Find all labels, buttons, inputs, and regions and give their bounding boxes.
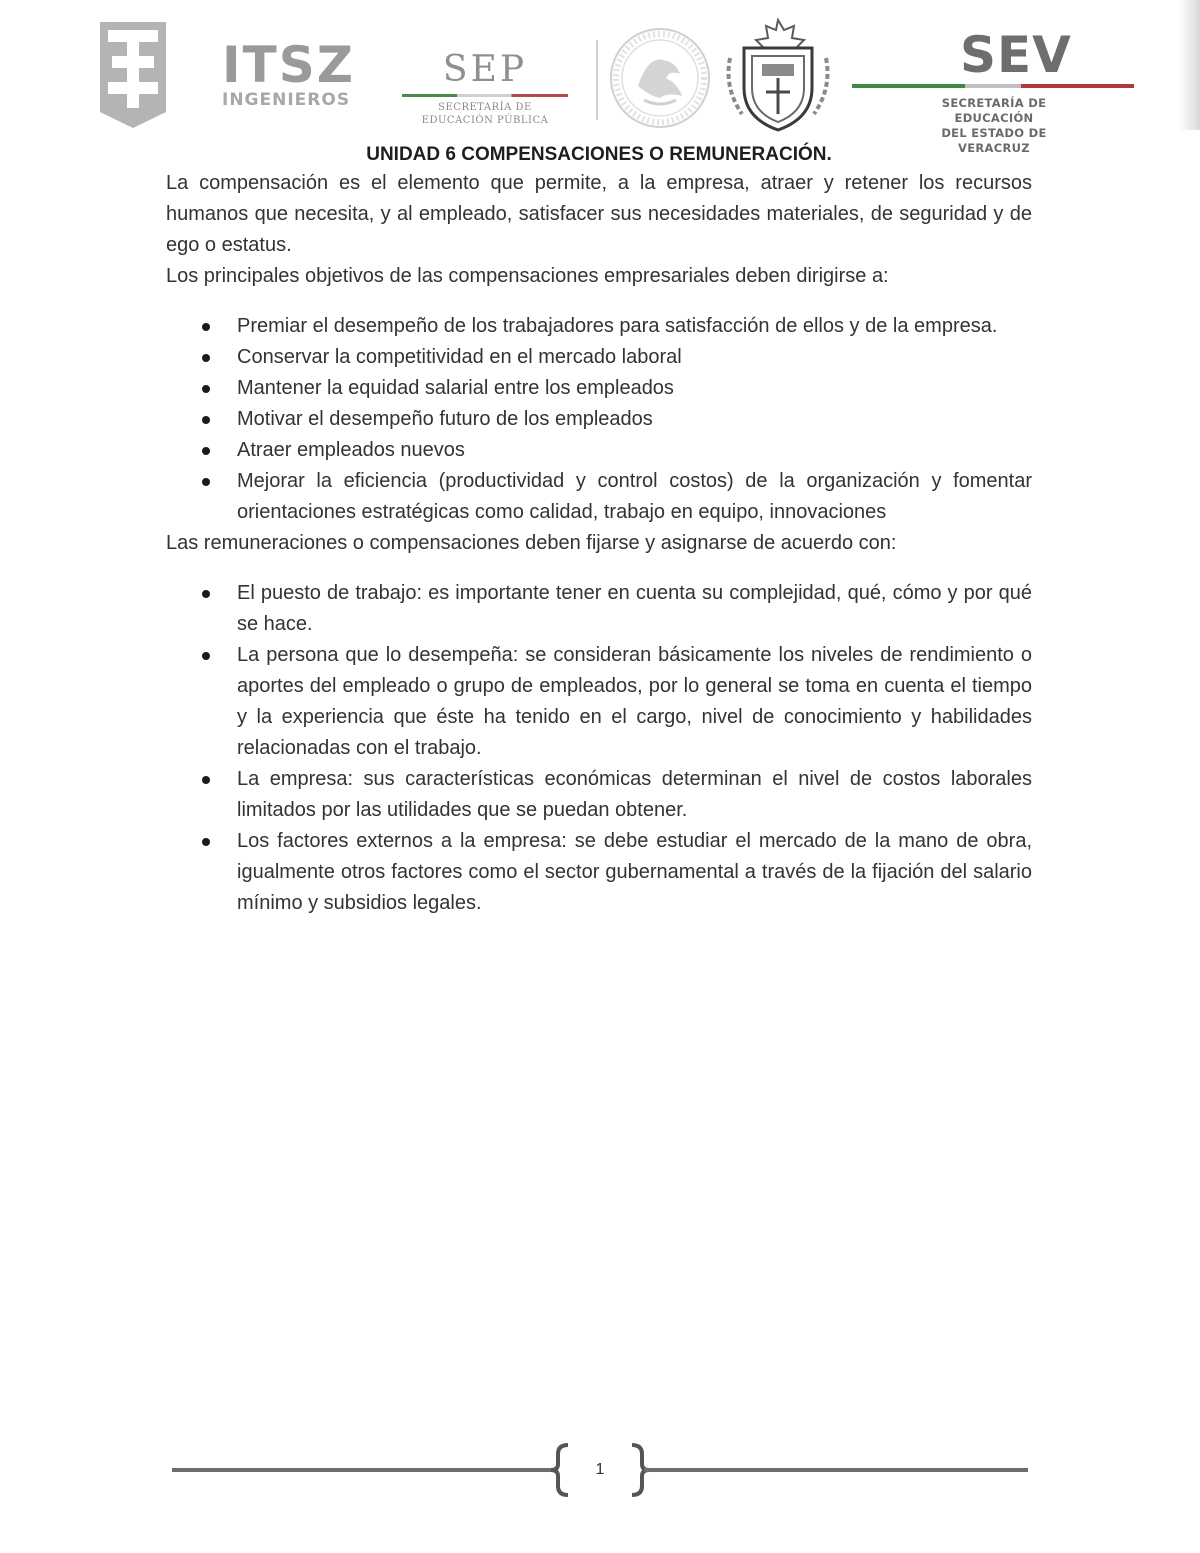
list-item: Atraer empleados nuevos [166,435,1032,466]
list-item: La persona que lo desempeña: se consideran básicamente los niveles de rendimiento o aportes del empleado o grupo de empleados, por lo general se toma en cuenta el tiempo y la experiencia que éste ha tenido en el cargo, nivel de conocimiento y habilidades relacionadas con el trabajo. [166,640,1032,764]
list-item: Conservar la competitividad en el mercado laboral [166,342,1032,373]
list-item: El puesto de trabajo: es importante tener en cuenta su complejidad, qué, cómo y por qué se hace. [166,578,1032,640]
list-item: Premiar el desempeño de los trabajadores para satisfacción de ellos y de la empresa. [166,311,1032,342]
sep-flag-line [402,94,568,97]
sev-flag-line [852,84,1134,88]
paragraph-criteria-intro: Las remuneraciones o compensaciones deben fijarse y asignarse de acuerdo con: [166,532,897,554]
itsz-logo-title: ITSZ [222,36,355,94]
sep-logo-title: SEP [442,49,528,90]
itsz-logo [222,36,357,120]
sev-subtitle-line2: DEL ESTADO DE VERACRUZ [941,125,1047,155]
objectives-list [166,311,1032,528]
document-body [166,142,1032,919]
page-number: 1 [595,1461,605,1478]
list-item: Los factores externos a la empresa: se debe estudiar el mercado de la mano de obra, igualmente otros factores como el sector gubernamental a través de la fijación del salario mínimo y subsidios legales. [166,826,1032,919]
paragraph-compensation-definition: La compensación es el elemento que permite, a la empresa, atraer y retener los recursos humanos que necesita, y al empleado, satisfacer sus necesidades materiales, de seguridad y de ego o estatus. [166,172,1032,256]
sev-subtitle-line1: SECRETARÍA DE EDUCACIÓN [941,96,1047,125]
logo-divider [596,40,598,120]
paragraph-objectives-intro: Los principales objetivos de las compensaciones empresariales deben dirigirse a: [166,265,889,287]
list-item: La empresa: sus características económicas determinan el nivel de costos laborales limitados por las utilidades que se puedan obtener. [166,764,1032,826]
veracruz-crest-icon [722,18,834,132]
sev-logo [852,26,1134,155]
page-footer [172,1440,1028,1500]
list-item: Motivar el desempeño futuro de los empleados [166,404,1032,435]
criteria-list [166,578,1032,919]
itsz-logo-subtitle: INGENIEROS [222,90,351,110]
sev-logo-title: SEV [960,26,1072,84]
list-item: Mejorar la eficiencia (productividad y control costos) de la organización y fomentar orientaciones estratégicas como calidad, trabajo en equipo, innovaciones [166,466,1032,528]
sep-subtitle-line1: SECRETARÍA DE [438,102,532,113]
footer-rule-left [172,1468,556,1472]
national-seal-icon [608,26,712,130]
sep-subtitle-line2: EDUCACIÓN PÚBLICA [421,114,549,126]
sep-logo [400,49,570,127]
tsz-emblem-icon [98,20,168,130]
footer-rule-right [644,1468,1028,1472]
left-brace-icon [548,1442,572,1498]
document-title: UNIDAD 6 COMPENSACIONES O REMUNERACIÓN. [366,144,832,165]
list-item: Mantener la equidad salarial entre los empleados [166,373,1032,404]
sep-logo-subtitle [400,102,570,127]
